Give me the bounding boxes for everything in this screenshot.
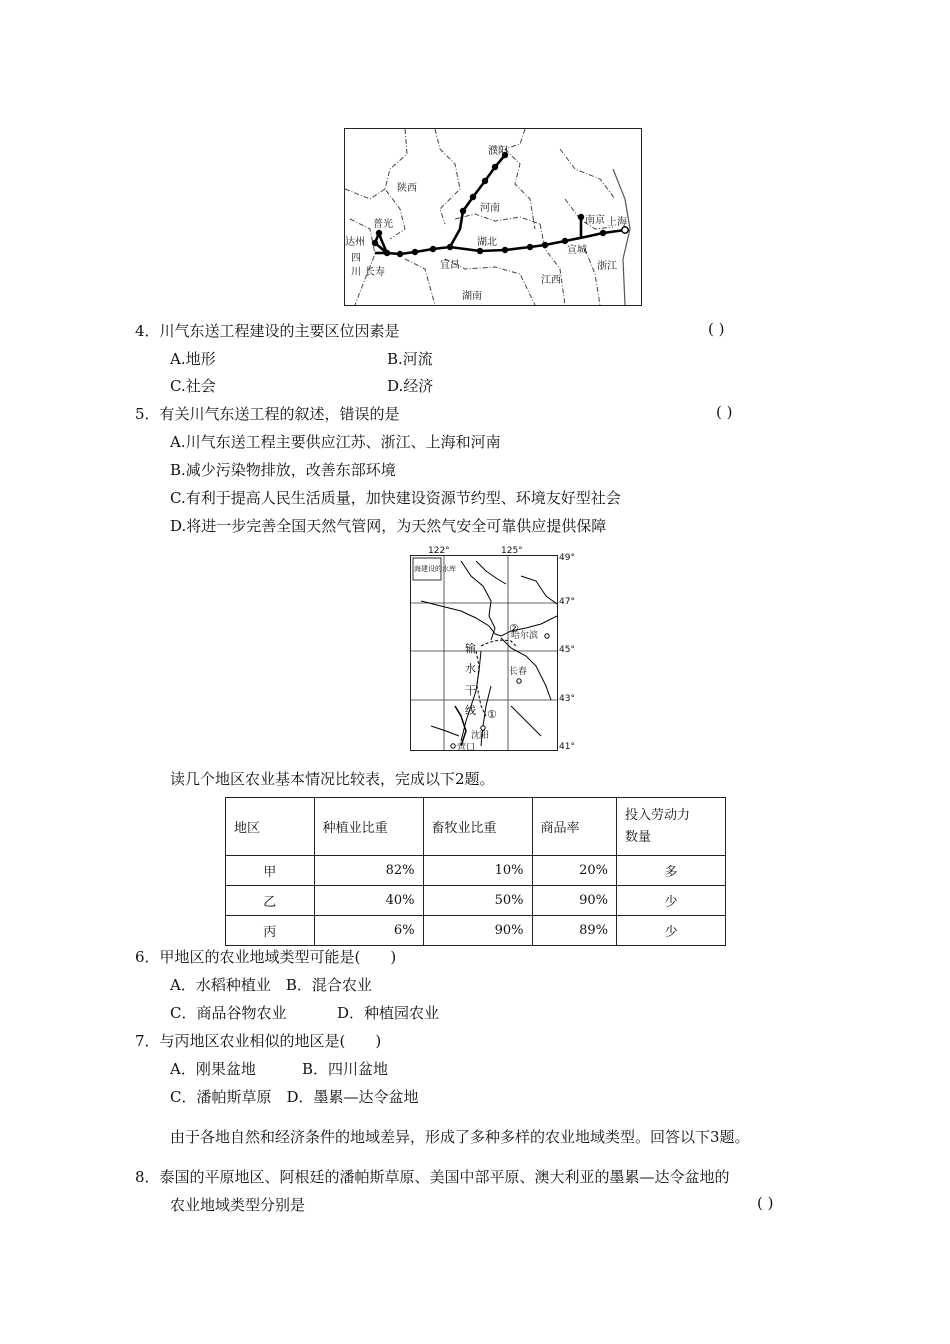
table-row [226, 916, 726, 946]
table-row [226, 856, 726, 886]
lon-122: 122° [428, 546, 450, 556]
q5-stem: 5．有关川气东送工程的叙述，错误的是 [135, 405, 400, 423]
label-shanghai: 上海 [607, 217, 627, 228]
header-labor [617, 798, 726, 856]
table-row [226, 886, 726, 916]
q8-stem-line2: 农业地域类型分别是 [170, 1196, 306, 1214]
q4-answer-paren: ( ) [708, 320, 725, 338]
marker-2: ② [509, 622, 519, 635]
cell-livestock: 90% [423, 916, 532, 946]
cell-labor: 多 [617, 856, 726, 886]
header-region: 地区 [226, 798, 315, 856]
header-labor-line1: 投入劳动力 [625, 807, 691, 823]
label-xian: 线 [465, 704, 476, 717]
q6-stem: 6．甲地区的农业地域类型可能是( ) [135, 948, 397, 966]
cell-commodity: 89% [532, 916, 617, 946]
q5-option-c: C.有利于提高人民生活质量，加快建设资源节约型、环境友好型社会 [170, 489, 621, 507]
lat-41: 41° [559, 742, 575, 752]
cell-region: 甲 [226, 856, 315, 886]
q5-option-d: D.将进一步完善全国天然气管网，为天然气安全可靠供应提供保障 [170, 517, 607, 535]
label-changchun: 长春 [509, 667, 528, 677]
q6-option-c: C．商品谷物农业 [170, 1004, 287, 1022]
q7-option-b: B．四川盆地 [302, 1060, 389, 1078]
q5-answer-paren: ( ) [716, 403, 733, 421]
cell-labor: 少 [617, 886, 726, 916]
water-diversion-map [410, 555, 558, 751]
q8-answer-paren: ( ) [757, 1194, 774, 1212]
q5-option-b: B.减少污染物排放，改善东部环境 [170, 461, 396, 479]
lat-47: 47° [559, 597, 575, 607]
label-harbin: 哈尔滨 [511, 631, 539, 641]
lat-45: 45° [559, 645, 575, 655]
label-dazhou: 达州 [345, 237, 365, 248]
label-si: 四 [351, 253, 361, 264]
q4-option-c: C.社会 [170, 377, 216, 395]
q6-options-ab: A．水稻种植业 B．混合农业 [170, 976, 372, 994]
label-chuan: 川 [351, 267, 361, 278]
label-yingkou: 营口 [457, 743, 476, 753]
label-puguang: 普光 [373, 219, 393, 230]
q8-stem-line1: 8．泰国的平原地区、阿根廷的潘帕斯草原、美国中部平原、澳大利亚的墨累—达令盆地的 [135, 1168, 730, 1186]
header-commodity: 商品率 [532, 798, 617, 856]
label-henan: 河南 [480, 203, 500, 214]
q4-option-b: B.河流 [387, 350, 433, 368]
label-gan: 干 [465, 684, 476, 697]
label-hubei: 湖北 [477, 237, 497, 248]
label-changshou: 长寿 [365, 267, 385, 278]
label-shenyang: 沈阳 [471, 731, 490, 741]
agriculture-table [225, 797, 726, 946]
lon-125: 125° [501, 546, 523, 556]
q4-option-d: D.经济 [387, 377, 434, 395]
cell-region: 丙 [226, 916, 315, 946]
label-hunan: 湖南 [462, 291, 482, 302]
cell-region: 乙 [226, 886, 315, 916]
table-header-row [226, 798, 726, 856]
water-diversion-map-drawing [411, 556, 557, 750]
cell-crop: 6% [314, 916, 423, 946]
q4-option-a: A.地形 [170, 350, 216, 368]
cell-commodity: 20% [532, 856, 617, 886]
cell-livestock: 10% [423, 856, 532, 886]
pipeline-map [344, 128, 642, 306]
cell-livestock: 50% [423, 886, 532, 916]
lat-43: 43° [559, 694, 575, 704]
cell-labor: 少 [617, 916, 726, 946]
q5-option-a: A.川气东送工程主要供应江苏、浙江、上海和河南 [170, 433, 501, 451]
q7-options-cd: C．潘帕斯草原 D．墨累—达令盆地 [170, 1088, 419, 1106]
label-puyang: 濮阳 [488, 146, 508, 157]
q7-option-a: A．刚果盆地 [170, 1060, 256, 1078]
label-nanjing: 南京 [585, 215, 605, 226]
header-livestock: 畜牧业比重 [423, 798, 532, 856]
label-shu: 输 [465, 642, 476, 655]
q7-stem: 7．与丙地区农业相似的地区是( ) [135, 1032, 382, 1050]
marker-1: ① [487, 708, 497, 721]
cell-commodity: 90% [532, 886, 617, 916]
header-labor-line2: 数量 [625, 829, 652, 845]
lat-49: 49° [559, 553, 575, 563]
label-zhejiang: 浙江 [597, 261, 617, 272]
header-crop: 种植业比重 [314, 798, 423, 856]
section-intro: 由于各地自然和经济条件的地域差异，形成了多种多样的农业地域类型。回答以下3题。 [170, 1128, 750, 1146]
label-shaanxi: 陕西 [397, 183, 417, 194]
label-shui: 水 [465, 662, 476, 675]
label-yichang: 宜昌 [440, 260, 460, 271]
label-xuancheng: 宣城 [567, 245, 587, 256]
q4-stem: 4．川气东送工程建设的主要区位因素是 [135, 322, 400, 340]
label-jiangxi: 江西 [541, 275, 561, 286]
cell-crop: 40% [314, 886, 423, 916]
q6-option-d: D．种植园农业 [337, 1004, 440, 1022]
table-intro: 读几个地区农业基本情况比较表，完成以下2题。 [170, 770, 495, 788]
map2-legend: 海建设的水库 [414, 565, 456, 573]
cell-crop: 82% [314, 856, 423, 886]
